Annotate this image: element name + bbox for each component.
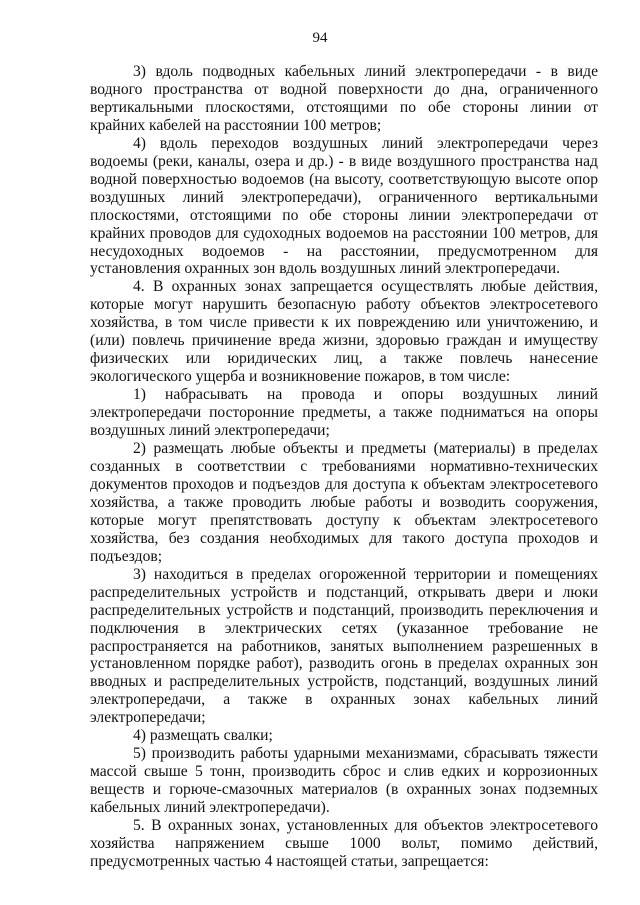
document-body xyxy=(90,63,598,871)
page-number: 94 xyxy=(312,30,328,46)
paragraph-prohibition-2: 2) размещать любые объекты и предметы (материалы) в пределах созданных в соответствии с требованиями нормативно-технических документов проходов и подъездов для доступа к объектам электросетевого хозяйства, а также проводить любые работы и возводить сооружения, которые могут препятствовать доступу к объектам электросетевого хозяйства, без создания необходимых для такого доступа проходов и подъездов; xyxy=(90,440,598,565)
paragraph-part-4-prohibitions: 4. В охранных зонах запрещается осуществлять любые действия, которые могут нарушить безопасную работу объектов электросетевого хозяйства, в том числе привести к их повреждению или уничтожению, и (или) повлечь причинение вреда жизни, здоровью граждан и имуществу физических или юридических лиц, а также повлечь нанесение экологического ущерба и возникновение пожаров, в том числе: xyxy=(90,278,598,386)
paragraph-prohibition-1: 1) набрасывать на провода и опоры воздушных линий электропередачи посторонние предметы, а также подниматься на опоры воздушных линий электропередачи; xyxy=(90,386,598,440)
paragraph-prohibition-5: 5) производить работы ударными механизмами, сбрасывать тяжести массой свыше 5 тонн, производить сброс и слив едких и коррозионных веществ и горюче-смазочных материалов (в охранных зонах подземных кабельных линий электропередачи). xyxy=(90,745,598,817)
paragraph-part-5-high-voltage: 5. В охранных зонах, установленных для объектов электросетевого хозяйства напряжением свыше 1000 вольт, помимо действий, предусмотренных частью 4 настоящей статьи, запрещается: xyxy=(90,817,598,870)
paragraph-item-4-overhead-crossings: 4) вдоль переходов воздушных линий электропередачи через водоемы (реки, каналы, озера и др.) - в виде воздушного пространства над водной поверхностью водоемов (на высоту, соответствующую высоте опор воздушных линий электропередачи), ограниченного вертикальными плоскостями, отстоящими по обе стороны линии электропередачи от крайних проводов для судоходных водоемов на расстоянии 100 метров, для несудоходных водоемов - на расстоянии, предусмотренном для установления охранных зон вдоль воздушных линий электропередачи. xyxy=(90,134,598,278)
paragraph-prohibition-4: 4) размещать свалки; xyxy=(133,727,273,745)
paragraph-item-3-underwater-cables: 3) вдоль подводных кабельных линий электропередачи - в виде водного пространства от водной поверхности до дна, ограниченного вертикальными плоскостями, отстоящими по обе стороны линии от крайних кабелей на расстоянии 100 метров; xyxy=(90,63,598,134)
paragraph-prohibition-3: 3) находиться в пределах огороженной территории и помещениях распределительных устройств и подстанций, открывать двери и люки распределительных устройств и подстанций, производить переключения и подключения в электрических сетях (указанное требование не распространяется на работников, занятых выполнением разрешенных в установленном порядке работ), разводить огонь в пределах охранных зон вводных и распределительных устройств, подстанций, воздушных линий электропередачи, а также в охранных зонах кабельных линий электропередачи; xyxy=(90,565,598,727)
